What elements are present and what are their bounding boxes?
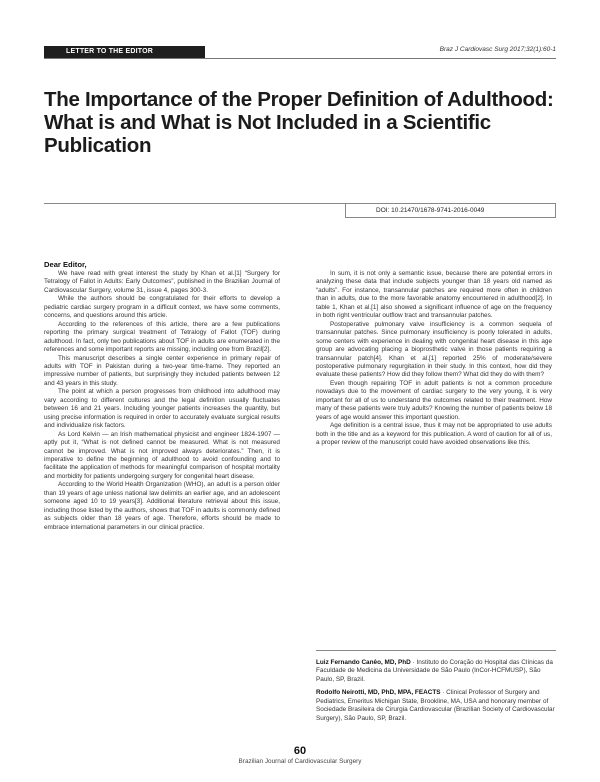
paragraph: Postoperative pulmonary valve insufficiency is a common sequela of transannular patches. Since pulmonary insufficiency is poorly tolerated in adults, some centers with experience in dealing with congenital heart disease in this age group are advocating placing a bioprosthetic valve in those patients requiring a transannular patch[4]. Khan et al.[1] reported 25% of moderate/severe postoperative pulmonary regurgitation in their study. In this context, how did they evaluate these patients? How did they follow them? What did they do with them?	[316, 320, 552, 379]
paragraph: We have read with great interest the study by Khan et al.[1] “Surgery for Tetralogy of Fallot in Adults: Early Outcomes”, published in the Brazilian Journal of Cardiovascular Surgery, volume 31, issue 4, pages 300-3.	[44, 270, 280, 294]
author-affiliation: · Instituto do Coração do Hospital das Clínicas da Faculdade de Medicina da Universidade de São Paulo (InCor-HCFMUSP), São Paulo, SP, Brazil.	[316, 659, 553, 683]
right-column	[316, 270, 552, 448]
paragraph: As Lord Kelvin — an Irish mathematical physicist and engineer 1824-1907 — aptly put it, “What is not defined cannot be measured. What is not measured cannot be improved. What is not improved always deteriorates.” Then, it is imperative to define the beginning of adulthood to avoid confounding and to facilitate the application of methods for meaningful comparison of hospital mortality and morbidity for patients undergoing surgery for congenital heart disease.	[44, 430, 280, 480]
paragraph: According to the World Health Organization (WHO), an adult is a person older than 19 years of age unless national law delimits an earlier age, and an adolescent someone aged 10 to 19 years[3]. Additional literature retrieval about this issue, including those listed by the authors, shows that TOF in adults is commonly defined as subjects older than 18 years of age. Therefore, efforts should be made to embrace international parameters in our clinical practice.	[44, 481, 280, 531]
author-block	[316, 689, 556, 723]
section-tag: LETTER TO THE EDITOR	[44, 46, 205, 58]
doi-box[interactable]: DOI: 10.21470/1678-9741-2016-0049	[345, 204, 556, 218]
author-block	[316, 659, 556, 684]
paragraph: This manuscript describes a single center experience in primary repair of adults with TOF in Pakistan during a two-year time-frame. They reported an impressive number of patients, but surprisingly they included patients between 12 and 43 years in this study.	[44, 354, 280, 387]
author-name: Luiz Fernando Canêo, MD, PhD	[316, 659, 411, 666]
paragraph: The point at which a person progresses from childhood into adulthood may vary according to different cultures and the legal definition usually fluctuates between 16 and 21 years. Including younger patients increases the quantity, but using precise information is required in order to accurately evaluate surgical results and individualize risk factors.	[44, 388, 280, 430]
paragraph: In sum, it is not only a semantic issue, because there are potential errors in analyzing these data that include subjects younger than 18 years old named as “adults”. For instance, transannular patches are required more often in children than in adults, due to the more favorable anatomy encountered in adulthood[2]. In table 1, Khan et al.[1] also showed a significant influence of age on the frequency in both right ventricular outflow tract and transannular patches.	[316, 270, 552, 320]
paragraph: According to the references of this article, there are a few publications reporting the primary surgical treatment of Tetralogy of Fallot (TOF) during adulthood. In fact, only two publications about TOF in adults are enumerated in the references and some important reports are missing, including one from Brazil[2].	[44, 320, 280, 354]
left-column	[44, 270, 280, 532]
author-affiliations	[316, 659, 556, 728]
header-rule	[44, 58, 556, 59]
page-number: 60	[293, 745, 307, 757]
paragraph: Age definition is a central issue, thus it may not be appropriated to use adults both in the title and as a keyword for this publication. A word of caution for all of us, a proper review of the manuscript could have avoided observations like this.	[316, 422, 552, 447]
author-separator	[316, 650, 556, 651]
paragraph: Even though repairing TOF in adult patients is not a common procedure nowadays due to the movement of cardiac surgery to the very young, it is very important for all of us to understand the outcomes related to their treatment. How many of these patients were truly adults? Knowing the number of patients below 18 years of age would answer this important question.	[316, 379, 552, 421]
author-affiliation: · Clinical Professor of Surgery and Pediatrics, Emeritus Michigan State, Brookline, MA, USA and honorary member of Sociedade Brasileira de Cirurgia Cardiovascular (Brazilian Society of Cardiovascular Surgery), São Paulo, SP, Brazil.	[316, 689, 555, 722]
paragraph: While the authors should be congratulated for their efforts to develop a pediatric cardiac surgery program in a difficult context, we have some comments, concerns, and questions around this article.	[44, 295, 280, 320]
salutation: Dear Editor,	[44, 260, 87, 269]
author-name: Rodolfo Neirotti, MD, PhD, MPA, FEACTS	[316, 689, 441, 697]
article-title: The Importance of the Proper Definition of Adulthood: What is and What is Not Included in a Scientific Publication	[44, 88, 554, 157]
footer-journal-name: Brazilian Journal of Cardiovascular Surgery	[238, 758, 362, 765]
journal-reference: Braz J Cardiovasc Surg 2017;32(1):60-1	[439, 46, 556, 53]
